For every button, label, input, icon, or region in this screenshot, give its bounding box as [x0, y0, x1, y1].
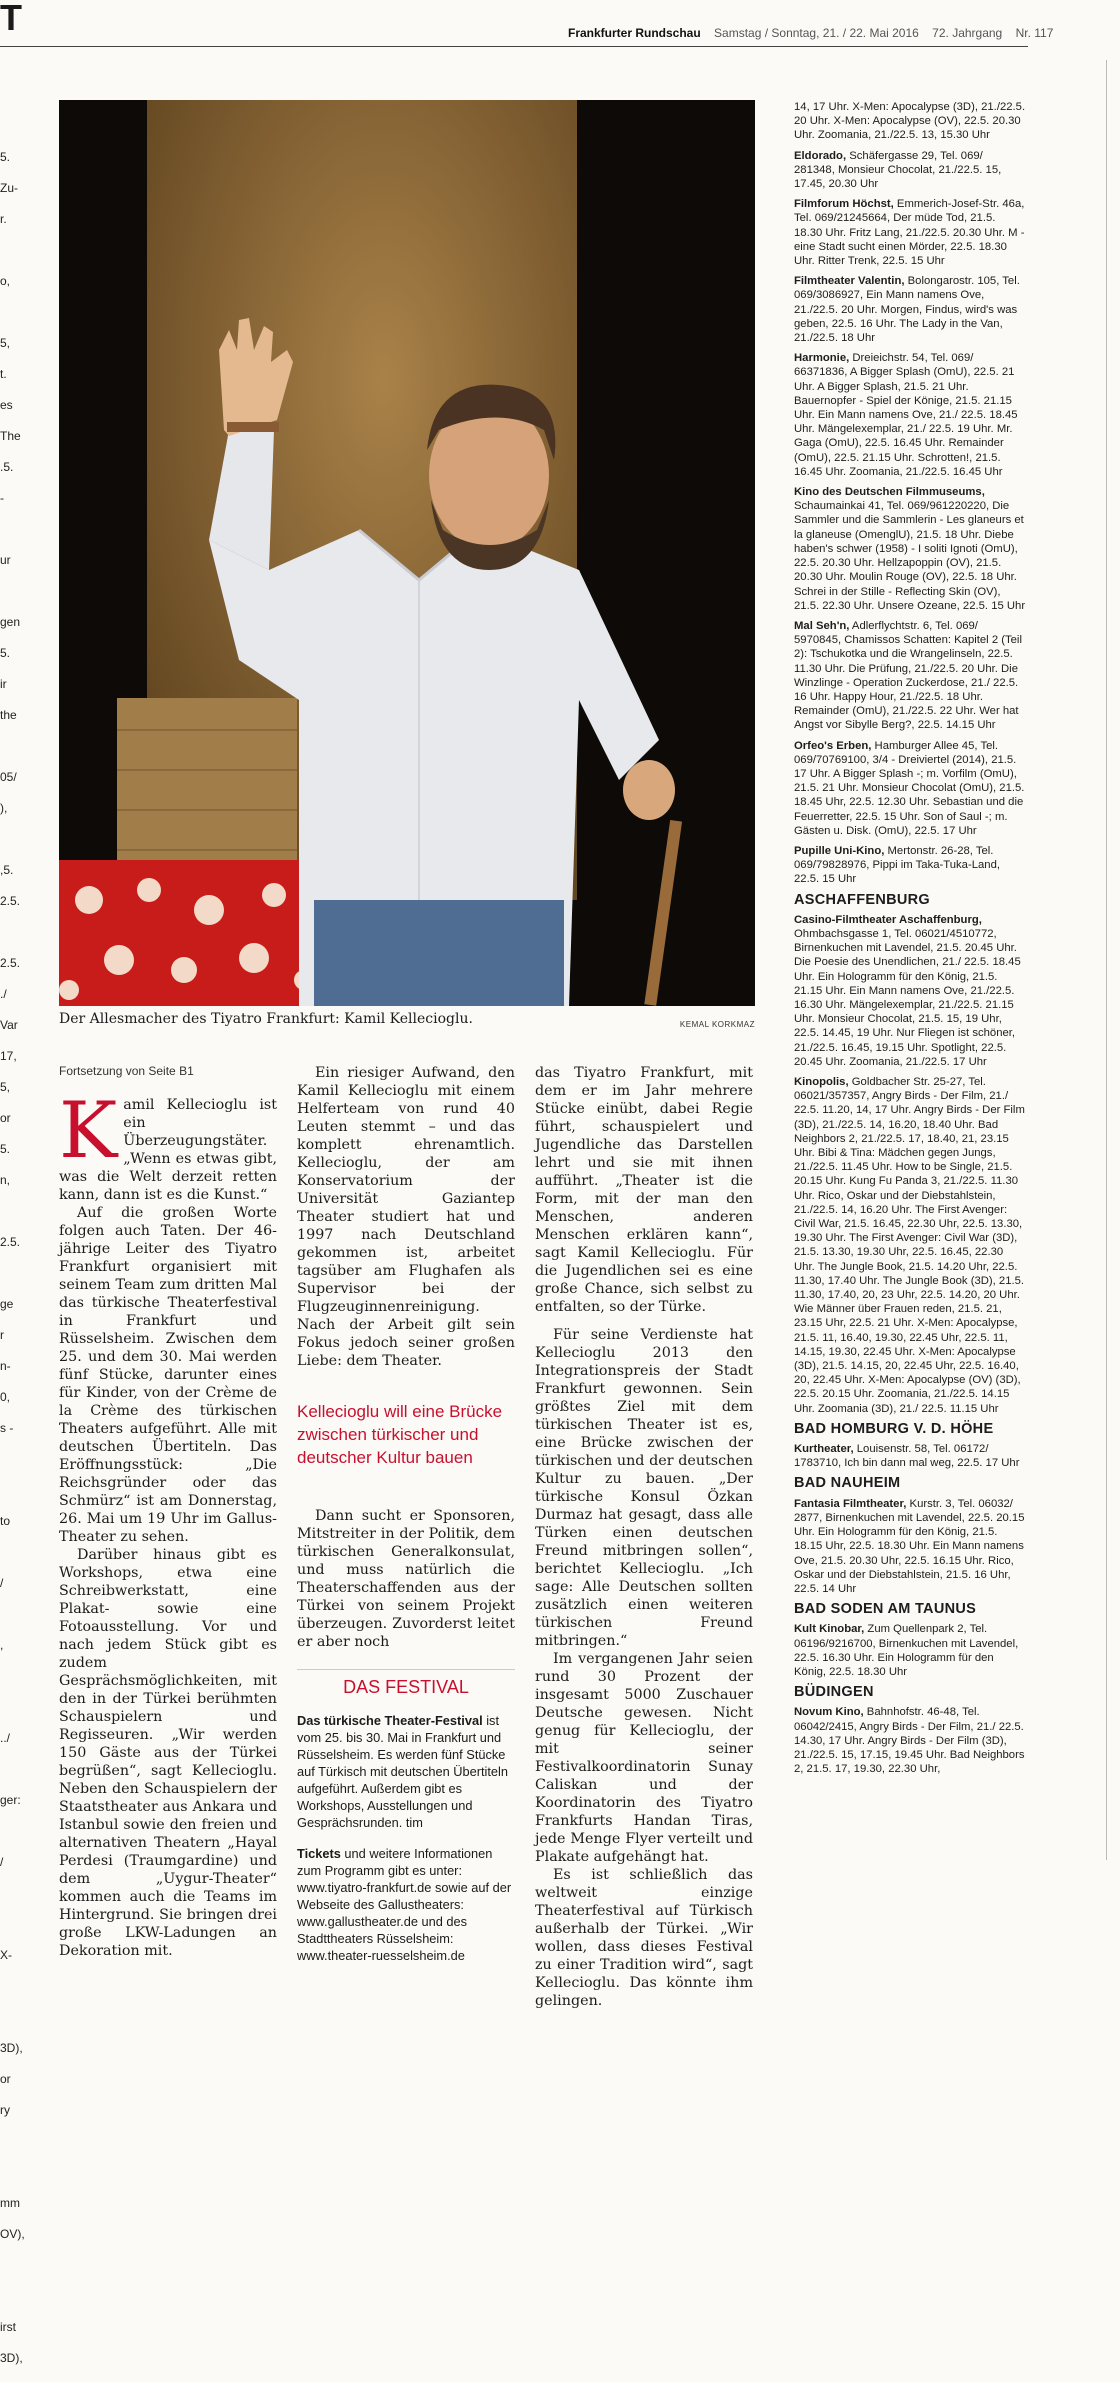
listing-city-heading: BAD HOMBURG V. D. HÖHE	[794, 1420, 994, 1437]
issue-date: Samstag / Sonntag, 21. / 22. Mai 2016	[714, 26, 919, 40]
cinema-listing	[794, 1442, 1026, 1470]
edge-fragment: Zu-	[0, 181, 18, 195]
edge-fragment: ur	[0, 553, 11, 567]
edge-fragment	[0, 1824, 18, 1855]
edge-fragment: or	[0, 1111, 11, 1125]
edge-fragment: irst	[0, 2320, 16, 2334]
cinema-program: Dreieichstr. 54, Tel. 069/ 66371836, A Bigger Splash (OmU), 22.5. 21 Uhr. A Bigger Splash, 21.5. 21 Uhr. Bauernopfer - Spiel der Könige, 21.5. 21.15 Uhr. Ein Mann namens Ove, 21./ 22.5. 18.45 Uhr. Mängelexemplar, 21./ 22.5. 19 Uhr. Mr. Gaga (OmU), 22.5. 16.45 Uhr. Remainder (OmU), 22.5. 21.15 Uhr. Schrotten!, 21.5. 16.45 Uhr. Zoomania, 21./22.5. 16.45 Uhr	[794, 352, 1018, 478]
cinema-listings	[794, 100, 1026, 1782]
edge-fragment	[0, 243, 18, 274]
edge-fragment: r.	[0, 212, 7, 226]
festival-box-heading: DAS FESTIVAL	[297, 1669, 515, 1696]
edge-fragment: ../	[0, 1731, 11, 1745]
cut-off-page-letter: T	[0, 0, 22, 38]
edge-fragment: 5,	[0, 336, 11, 350]
cinema-listing	[794, 274, 1026, 345]
edge-fragment	[0, 1483, 18, 1514]
edge-fragment	[0, 1266, 18, 1297]
edge-fragment: 2.5.	[0, 1235, 21, 1249]
header-rule	[0, 46, 1028, 47]
cinema-name: Pupille Uni-Kino,	[794, 844, 885, 857]
article-paragraph: Ein riesiger Aufwand, den Kamil Kellecioglu mit einem Helferteam von rund 40 Leuten stemmt – und das komplett ehrenamtlich. Kellecioglu, der am Konservatorium der Universität Gaziantep Theater studiert hat und 1997 nach Deutschland gekommen ist, arbeitet tagsüber am Flughafen als Supervisor bei der Flugzeuginnenreinigung. Nach der Arbeit gilt sein Fokus jedoch seiner großen Liebe: dem Theater.	[297, 1065, 515, 1369]
edge-fragment: ir	[0, 677, 7, 691]
page-edge-rule	[1106, 60, 1107, 1860]
edge-fragment: n-	[0, 1359, 11, 1373]
edge-fragment	[0, 1917, 18, 1948]
cinema-listing	[794, 619, 1026, 733]
cinema-name: Kino des Deutschen Filmmuseums,	[794, 486, 985, 499]
edge-fragment: ./	[0, 987, 7, 1001]
cinema-program: Adlerflychtstr. 6, Tel. 069/ 5970845, Chamissos Schatten: Kapitel 2 (Teil 2): Tschukotka und die Wrangelinseln, 22.5. 11.30 Uhr. Die Prüfung, 21./22.5. 20 Uhr. Die Winzlinge - Operation Zuckerdose, 21./ 22.5. 16 Uhr. Happy Hour, 21./22.5. 18 Uhr. Remainder (OmU), 21./22.5. 22 Uhr. Wer hat Angst vor Sibylle Berg?, 22.5. 14.15 Uhr	[794, 619, 1022, 732]
cinema-listing	[794, 844, 1026, 887]
cinema-name: Kult Kinobar,	[794, 1623, 865, 1636]
issue-number: Nr. 117	[1015, 26, 1054, 40]
edge-fragment: the	[0, 708, 17, 722]
edge-fragment: o,	[0, 274, 11, 288]
edge-fragment: .5.	[0, 460, 14, 474]
cinema-listing	[794, 351, 1026, 479]
article-paragraph: amil Kellecioglu ist ein Überzeugungstäter. „Wenn es etwas gibt, was die Welt derzeit retten kann, dann ist es die Kunst.“	[59, 1097, 277, 1203]
festival-info-box	[297, 1712, 515, 1964]
newspaper-name: Frankfurter Rundschau	[568, 26, 701, 40]
photo-caption	[59, 1010, 755, 1028]
edge-fragment: t.	[0, 367, 7, 381]
edge-fragment: ),	[0, 801, 8, 815]
edge-fragment: r	[0, 1328, 4, 1342]
cinema-name: Novum Kino,	[794, 1706, 864, 1719]
cinema-name: Orfeo's Erben,	[794, 739, 872, 752]
edge-fragment: or	[0, 2072, 11, 2086]
listing-city-heading: BÜDINGEN	[794, 1684, 874, 1701]
cinema-program: Bahnhofstr. 46-48, Tel. 06042/2415, Angry Birds - Der Film, 21./ 22.5. 14.30, 17 Uhr. Angry Birds - Der Film (3D), 21./22.5. 15, 17.15, 19.45 Uhr. Bad Neighbors 2, 21.5. 17, 19.30, 22.30 Uhr,	[794, 1706, 1025, 1776]
article-paragraph: das Tiyatro Frankfurt, mit dem er im Jahr mehrere Stücke einübt, dabei Regie führt, schauspielert und Jugendliche das Darstellen lehrt und sie mit ihnen aufführt. „Theater ist die Form, mit der man den Menschen, anderen Menschen erklären kann“, sagt Kamil Kellecioglu. Für die Jugendlichen sei es eine große Chance, sich selbst zu entfalten, so der Türke.	[535, 1065, 753, 1315]
edge-fragment: 3D),	[0, 2351, 23, 2365]
listing-city-heading: BAD SODEN AM TAUNUS	[794, 1601, 977, 1618]
edge-fragment	[0, 2258, 18, 2289]
edge-fragment: /	[0, 1576, 4, 1590]
tickets-text: und weitere Informationen zum Programm gibt es unter: www.tiyatro-frankfurt.de sowie auf der Webseite des Gallustheaters: www.gallustheater.de und des Stadttheaters Rüsselsheim: www.theater-ruesselsheim.de	[297, 1846, 512, 1963]
article-paragraph: Darüber hinaus gibt es Workshops, etwa eine Schreibwerkstatt, eine Plakat- sowie eine Fotoausstellung. Vor und nach jedem Stück gibt es zudem Gesprächsmöglichkeiten, mit den in der Türkei berühmten Schauspielern und Regisseuren. „Wir werden 150 Gäste aus der Türkei begrüßen“, sagt Kellecioglu. Neben den Schauspielern der Staatstheater aus Ankara und Istanbul sowie den freien und alternativen Theatern „Hayal Perdesi (Traumgardine) und dem „Uygur-Theater“ kommen auch die Teams im Hintergrund. Sie bringen drei große LKW-Ladungen an Dekoration mit.	[59, 1547, 277, 1959]
edge-fragment	[0, 2289, 18, 2320]
edge-fragment	[0, 1669, 18, 1700]
issue-volume: 72. Jahrgang	[932, 26, 1003, 40]
listing-city-heading: BAD NAUHEIM	[794, 1475, 901, 1492]
cinema-listing	[794, 913, 1026, 1069]
edge-fragment	[0, 2010, 18, 2041]
cinema-name: Filmforum Höchst,	[794, 198, 894, 211]
edge-fragment: The	[0, 429, 21, 443]
edge-fragment	[0, 522, 18, 553]
cinema-listing	[794, 149, 1026, 192]
photo-illustration	[59, 100, 755, 1006]
cinema-program: Louisenstr. 58, Tel. 06172/ 1783710, Ich bin dann mal weg, 22.5. 17 Uhr	[794, 1443, 1020, 1470]
photo-credit: KEMAL KORKMAZ	[679, 1020, 755, 1029]
cinema-listing	[794, 1622, 1026, 1679]
cinema-program: Emmerich-Josef-Str. 46a, Tel. 069/21245664, Der müde Tod, 21.5. 18.30 Uhr. Fritz Lang, 21./22.5. 20.30 Uhr. M - eine Stadt sucht einen Mörder, 22.5. 18.30 Uhr. Ritter Trenk, 22.5. 15 Uhr	[794, 198, 1025, 268]
festival-box-text: ist vom 25. bis 30. Mai in Frankfurt und Rüsselsheim. Es werden fünf Stücke auf Türkisch mit deutschen Übertiteln aufgeführt. Außerdem gibt es Workshops, Ausstellungen und Gesprächsrunden. tim	[297, 1713, 509, 1830]
article-paragraph: Für seine Verdienste hat Kellecioglu 2013 den Integrationspreis der Stadt Frankfurt gewonnen. Sein größtes Ziel mit dem türkischen Theater ist es, eine Brücke zwischen der türkischen und der deutschen Kultur zu bauen. „Der türkische Konsul Özkan Durmaz hat gesagt, dass alle Türken einen deutschen Freund mitbringen sollen“, berichtet Kellecioglu. „Ich sage: Alle Deutschen sollten zusätzlich einen weiteren türkischen Freund mitbringen.“	[535, 1327, 753, 1649]
drop-cap: K	[59, 1086, 118, 1176]
edge-fragment: 2.5.	[0, 894, 21, 908]
edge-fragment: gen	[0, 615, 21, 629]
cinema-program: Schäfergasse 29, Tel. 069/ 281348, Monsieur Chocolat, 21./22.5. 15, 17.45, 20.30 Uhr	[794, 149, 1002, 191]
cinema-program: 14, 17 Uhr. X-Men: Apocalypse (3D), 21./22.5. 20 Uhr. X-Men: Apocalypse (OV), 22.5. 20.30 Uhr. Zoomania, 21./22.5. 13, 15.30 Uhr	[794, 101, 1026, 142]
cinema-program: Kurstr. 3, Tel. 06032/ 2877, Birnenkuchen mit Lavendel, 22.5. 20.15 Uhr. Ein Hologramm für den König, 21.5. 18.15 Uhr, 22.5. 18.30 Uhr. Ein Mann namens Ove, 21.5. 20.30 Uhr, 22.5. 16.15 Uhr. Rico, Oskar und der Diebstahlstein, 21.5. 16 Uhr, 22.5. 14 Uhr	[794, 1497, 1025, 1595]
cut-off-column	[0, 150, 25, 2382]
edge-fragment	[0, 305, 18, 336]
edge-fragment	[0, 739, 18, 770]
cinema-name: Mal Seh'n,	[794, 619, 850, 632]
edge-fragment: 5.	[0, 646, 11, 660]
cinema-name: Eldorado,	[794, 149, 847, 162]
cinema-program: Hamburger Allee 45, Tel. 069/70769100, 3/4 - Dreiviertel (2014), 21.5. 17 Uhr. A Bigger Splash -; m. Vorfilm (OmU), 21.5. 21 Uhr. Monsieur Chocolat (OmU), 21.5. 18.45 Uhr, 22.5. 12.30 Uhr. Sebastian und die Feuerretter, 22.5. 15 Uhr. Son of Saul -; m. Gästen u. Disk. (OmU), 22.5. 17 Uhr	[794, 739, 1025, 837]
edge-fragment: 0,	[0, 1390, 11, 1404]
cinema-listing	[794, 1705, 1026, 1776]
cinema-listing	[794, 1497, 1026, 1596]
edge-fragment: ge	[0, 1297, 14, 1311]
edge-fragment: s -	[0, 1421, 14, 1435]
edge-fragment	[0, 2134, 18, 2165]
article-photo	[59, 100, 755, 1006]
article-column-2	[297, 1064, 515, 1978]
cinema-name: Filmtheater Valentin,	[794, 275, 905, 288]
article-column-1	[59, 1086, 277, 1960]
edge-fragment	[0, 925, 18, 956]
festival-box-lead: Das türkische Theater-Festival	[297, 1713, 483, 1728]
cinema-name: Casino-Filmtheater Aschaffenburg,	[794, 913, 982, 926]
edge-fragment: ry	[0, 2103, 10, 2117]
listing-city-heading: ASCHAFFENBURG	[794, 891, 931, 908]
edge-fragment	[0, 1979, 18, 2010]
edge-fragment: 5,	[0, 1080, 11, 1094]
cinema-program: Mertonstr. 26-28, Tel. 069/79828976, Pippi im Taka-Tuka-Land, 22.5. 15 Uhr	[794, 844, 1000, 886]
edge-fragment	[0, 1762, 18, 1793]
article-column-3	[535, 1064, 753, 2010]
edge-fragment: -	[0, 491, 4, 505]
article-paragraph: Auf die großen Worte folgen auch Taten. Der 46-jährige Leiter des Tiyatro Frankfurt organisiert mit seinem Team zum dritten Mal das türkische Theaterfestival in Frankfurt und Rüsselsheim. Zwischen dem 25. und dem 30. Mai werden fünf Stücke, darunter eines für Kinder, von der Crème de la Crème des türkischen Theaters aufgeführt. Alle mit deutschen Übertiteln. Das Eröffnungsstück: „Die Reichsgründer oder das Schmürz“ ist am Donnerstag, 26. Mai um 19 Uhr im Gallus-Theater zu sehen.	[59, 1205, 277, 1545]
cinema-name: Fantasia Filmtheater,	[794, 1497, 907, 1510]
edge-fragment	[0, 1204, 18, 1235]
cinema-program: Schaumainkai 41, Tel. 069/961220220, Die Sammler und die Sammlerin - Les glaneurs et la glaneuse (OmenglU), 21.5. 18 Uhr. Diebe haben's schwer (1958) - I soliti Ignoti (OmU), 22.5. 20.30 Uhr. Hellzapoppin (OV), 21.5. 20.30 Uhr. Moulin Rouge (OV), 22.5. 18 Uhr. Schrei in der Stille - Reflecting Skin (OV), 21.5. 22.30 Uhr. Unsere Ozeane, 22.5. 15 Uhr	[794, 500, 1026, 612]
edge-fragment: es	[0, 398, 13, 412]
article-paragraph: Es ist schließlich das weltweit einzige Theaterfestival auf Türkisch außerhalb der Türkei. „Wir wollen, dass dieses Festival zu einer Tradition wird“, sagt Kellecioglu. Das könnte ihm gelingen.	[535, 1867, 753, 2009]
edge-fragment: 5.	[0, 150, 11, 164]
edge-fragment: 5.	[0, 1142, 11, 1156]
cinema-program: Goldbacher Str. 25-27, Tel. 06021/357357, Angry Birds - Der Film, 21./ 22.5. 11.20, 14, 17 Uhr. Angry Birds - Der Film (3D), 21./22.5. 14, 16.20, 18.40 Uhr. Bad Neighbors 2, 21./22.5. 17, 18.40, 21, 23.15 Uhr. Bibi & Tina: Mädchen gegen Jungs, 21./22.5. 11.45 Uhr. How to be Single, 21.5. 20.15 Uhr. Kung Fu Panda 3, 21./22.5. 11.30 Uhr. Rico, Oskar und der Diebstahlstein, 21./22.5. 14, 16.20 Uhr. The First Avenger: Civil War, 21.5. 16.45, 22.30 Uhr, 22.5. 13.30, 19.30 Uhr. The First Avenger: Civil War (3D), 21.5. 13.30, 19.30 Uhr, 22.5. 16.45, 22.30 Uhr. The Jungle Book, 21.5. 14.20 Uhr, 22.5. 11.30, 17.40 Uhr. The Jungle Book (3D), 21.5. 11.30, 17.40, 20, 23 Uhr, 22.5. 14.20, 20 Uhr. Wie Männer über Frauen reden, 21.5. 21, 23.15 Uhr, 22.5. 21 Uhr. X-Men: Apocalypse, 21.5. 11, 16.40, 19.30, 22.45 Uhr, 22.5. 11, 14.15, 19.30, 22.45 Uhr. X-Men: Apocalypse (3D), 21.5. 14.15, 20, 22.45 Uhr, 22.5. 16.40, 20, 22.45 Uhr. X-Men: Apocalypse (OV) (3D), 22.5. 20.15 Uhr. Zoomania, 21./22.5. 14.15 Uhr. Zoomania (3D), 21./ 22.5. 11.15 Uhr	[794, 1076, 1025, 1415]
edge-fragment	[0, 1545, 18, 1576]
cinema-program: Ohmbachsgasse 1, Tel. 06021/4510772, Birnenkuchen mit Lavendel, 21.5. 20.45 Uhr. Die Poesie des Unendlichen, 21./ 22.5. 18.45 Uhr. Ein Hologramm für den König, 21.5. 21.15 Uhr. Ein Mann namens Ove, 21./22.5. 16.30 Uhr. Mängelexemplar, 21./22.5. 21.15 Uhr. Monsieur Chocolat, 21.5. 15, 19 Uhr, 22.5. 14.45, 19 Uhr. Nur Fliegen ist schöner, 21./22.5. 16.45, 19.15 Uhr. Spotlight, 22.5. 20.45 Uhr. Zoomania, 21./22.5. 17 Uhr	[794, 927, 1021, 1068]
masthead	[568, 26, 1054, 40]
cinema-name: Kurtheater,	[794, 1443, 854, 1456]
edge-fragment	[0, 1452, 18, 1483]
edge-fragment: 05/	[0, 770, 17, 784]
edge-fragment: /	[0, 1855, 4, 1869]
edge-fragment: X-	[0, 1948, 12, 1962]
edge-fragment: ,5.	[0, 863, 14, 877]
edge-fragment: Var	[0, 1018, 18, 1032]
article-subheading: Kellecioglu will eine Brücke zwischen türkischer und deutscher Kultur bauen	[297, 1402, 503, 1467]
cinema-listing	[794, 197, 1026, 268]
edge-fragment: n,	[0, 1173, 11, 1187]
edge-fragment: mm	[0, 2196, 20, 2210]
cinema-listing	[794, 100, 1026, 143]
edge-fragment	[0, 1700, 18, 1731]
caption-text: Der Allesmacher des Tiyatro Frankfurt: Kamil Kellecioglu.	[59, 1011, 473, 1027]
edge-fragment	[0, 1607, 18, 1638]
cinema-program: Bolongarostr. 105, Tel. 069/3086927, Ein Mann namens Ove, 21./22.5. 20 Uhr. Morgen, Findus, wird's was geben, 22.5. 16 Uhr. The Lady in the Van, 21./22.5. 18 Uhr	[794, 275, 1020, 345]
tickets-lead: Tickets	[297, 1846, 341, 1861]
edge-fragment: to	[0, 1514, 11, 1528]
edge-fragment	[0, 832, 18, 863]
edge-fragment	[0, 584, 18, 615]
edge-fragment: OV),	[0, 2227, 25, 2241]
edge-fragment: 2.5.	[0, 956, 21, 970]
edge-fragment: ger:	[0, 1793, 21, 1807]
edge-fragment: 3D),	[0, 2041, 23, 2055]
article-paragraph: Im vergangenen Jahr seien rund 30 Prozent der insgesamt 5000 Zuschauer Deutsche gewesen. Nicht genug für Kellecioglu, der mit seiner Festivalkoordinatorin Sunay Caliskan und der Koordinatorin des Tiyatro Frankfurts Handan Tiras, jede Menge Flyer verteilt und Plakate aufgehängt hat.	[535, 1651, 753, 1865]
cinema-name: Harmonie,	[794, 352, 850, 365]
edge-fragment: ,	[0, 1638, 4, 1652]
cinema-listing	[794, 485, 1026, 613]
cinema-listing	[794, 739, 1026, 838]
cinema-listing	[794, 1075, 1026, 1416]
edge-fragment: 17,	[0, 1049, 17, 1063]
continued-from: Fortsetzung von Seite B1	[59, 1064, 194, 1078]
edge-fragment	[0, 2165, 18, 2196]
article-paragraph: Dann sucht er Sponsoren, Mitstreiter in der Politik, dem türkischen Generalkonsulat, und muss natürlich die Theaterschaffenden aus der Türkei von seinem Projekt überzeugen. Zuvorderst leitet er aber noch	[297, 1508, 515, 1650]
cinema-program: Zum Quellenpark 2, Tel. 06196/9216700, Birnenkuchen mit Lavendel, 22.5. 16.30 Uhr. Ein Hologramm für den König, 22.5. 18.30 Uhr	[794, 1623, 1019, 1678]
edge-fragment	[0, 1886, 18, 1917]
cinema-name: Kinopolis,	[794, 1076, 849, 1088]
